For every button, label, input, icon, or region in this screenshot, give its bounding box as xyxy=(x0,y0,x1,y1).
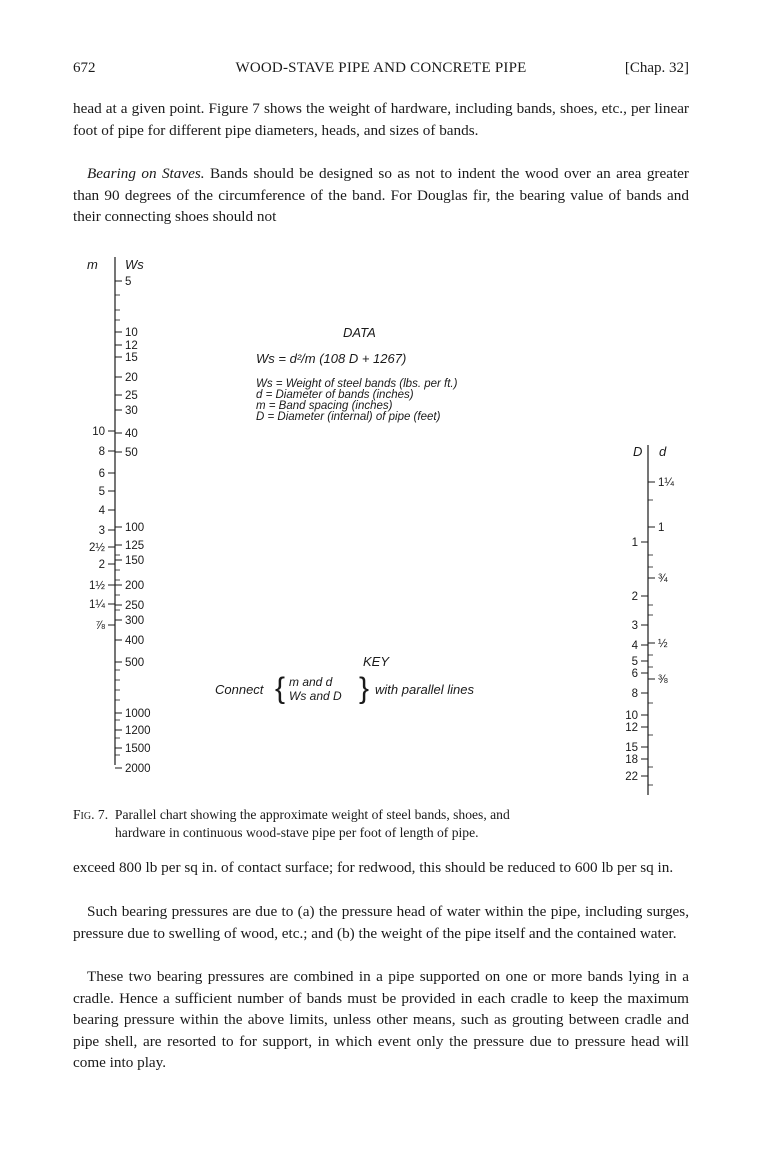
caption-label: Fig. 7. xyxy=(73,807,109,822)
tick-label-Ws-18: 1200 xyxy=(125,725,151,737)
paragraph-5: These two bearing pressures are combined in a pipe supported on one or more bands lying in a cradle. Hence a sufficient number of bands must be provided in each cradle to keep the maximum bearing pressure within the above limits, unless other means, such as grouting between cradle and pipe shell, are resorted to for support, in which event only the pressure due to pressure head will come into play. xyxy=(73,968,689,1071)
tick-label-Ws-4: 20 xyxy=(125,372,138,384)
tick-label-Ws-15: 400 xyxy=(125,635,145,647)
tick-label-D-8: 12 xyxy=(625,722,638,734)
legend-ws: Ws = Weight of steel bands (lbs. per ft.) xyxy=(256,378,458,390)
paragraph-2-heading: Bearing on Staves. xyxy=(87,165,205,182)
page-header xyxy=(73,60,689,82)
tick-label-D-10: 18 xyxy=(625,754,638,766)
legend-m: m = Band spacing (inches) xyxy=(256,400,393,412)
tick-label-m-6: 2½ xyxy=(89,542,105,554)
tick-label-Ws-12: 200 xyxy=(125,580,145,592)
paragraph-4: Such bearing pressures are due to (a) the pressure head of water within the pipe, including surges, pressure due to swelling of wood, etc.; and (b) the weight of the pipe itself and the contained water. xyxy=(73,903,689,942)
tick-label-Ws-5: 25 xyxy=(125,390,138,402)
tick-label-D-6: 8 xyxy=(631,688,638,700)
nomogram-chart xyxy=(73,255,693,810)
key-brace-right: } xyxy=(359,672,370,705)
running-title: WOOD-STAVE PIPE AND CONCRETE PIPE xyxy=(235,60,527,76)
tick-label-Ws-11: 150 xyxy=(125,555,145,567)
tick-label-m-8: 1½ xyxy=(89,580,105,592)
paragraph-1: head at a given point. Figure 7 shows the weight of hardware, including bands, shoes, etc., per linear foot of pipe for different pipe diameters, heads, and sizes of bands. xyxy=(73,100,689,139)
tick-label-m-0: 10 xyxy=(92,426,105,438)
key-title: KEY xyxy=(363,654,390,669)
legend-d: d = Diameter of bands (inches) xyxy=(256,389,414,401)
tick-label-D-2: 3 xyxy=(631,620,638,632)
paragraph-3: exceed 800 lb per sq in. of contact surface; for redwood, this should be reduced to 600 lb per sq in. xyxy=(73,859,674,876)
key-pair-1: m and d xyxy=(289,675,333,689)
tick-label-d-0: 1¼ xyxy=(658,477,674,489)
tick-label-D-7: 10 xyxy=(625,710,638,722)
tick-label-m-10: ⅞ xyxy=(95,620,105,632)
axis-label-Ws: Ws xyxy=(125,257,144,272)
key-pair-2: Ws and D xyxy=(289,689,342,703)
figure-caption xyxy=(73,806,689,842)
tick-label-Ws-17: 1000 xyxy=(125,708,151,720)
tick-label-m-1: 8 xyxy=(98,446,105,458)
tick-label-Ws-9: 100 xyxy=(125,522,145,534)
caption-text-1: Parallel chart showing the approximate weight of steel bands, shoes, and xyxy=(114,807,510,822)
tick-label-m-2: 6 xyxy=(98,468,105,480)
chapter-label: [Chap. 32] xyxy=(624,60,689,76)
tick-label-Ws-2: 12 xyxy=(125,340,138,352)
tick-label-d-3: ½ xyxy=(658,638,668,650)
tick-label-D-0: 1 xyxy=(631,537,638,549)
page-number: 672 xyxy=(73,60,96,76)
tick-label-D-3: 4 xyxy=(631,640,638,652)
tick-label-D-11: 22 xyxy=(625,771,638,783)
paragraph-2 xyxy=(73,163,689,228)
formula: Ws = d²/m (108 D + 1267) xyxy=(256,351,407,366)
axis-label-d: d xyxy=(659,444,667,459)
tick-label-Ws-6: 30 xyxy=(125,405,138,417)
key-brace-left: { xyxy=(275,672,286,705)
tick-label-Ws-10: 125 xyxy=(125,540,145,552)
key-rest: with parallel lines xyxy=(375,682,474,697)
tick-label-Ws-3: 15 xyxy=(125,352,138,364)
legend-D: D = Diameter (internal) of pipe (feet) xyxy=(256,411,441,423)
tick-label-D-9: 15 xyxy=(625,742,638,754)
nomogram-figure xyxy=(73,255,693,810)
tick-label-m-4: 4 xyxy=(98,505,105,517)
tick-label-m-9: 1¼ xyxy=(89,599,105,611)
tick-label-D-4: 5 xyxy=(631,656,638,668)
tick-label-D-5: 6 xyxy=(631,668,638,680)
caption-line-2: hardware in continuous wood-stave pipe per foot of length of pipe. xyxy=(115,825,479,840)
tick-label-m-3: 5 xyxy=(98,486,105,498)
paragraph-2-text: Bands should be designed so as not to indent the wood over an area greater than 90 degrees of the circumference of the band. For Douglas fir, the bearing value of bands and their connecting shoes should not xyxy=(73,165,689,225)
tick-label-Ws-7: 40 xyxy=(125,428,138,440)
data-title: DATA xyxy=(343,325,376,340)
tick-label-Ws-14: 300 xyxy=(125,615,145,627)
tick-label-d-1: 1 xyxy=(658,522,665,534)
tick-label-m-7: 2 xyxy=(98,559,105,571)
caption-line-1 xyxy=(73,806,689,824)
tick-label-Ws-20: 2000 xyxy=(125,763,151,775)
tick-label-D-1: 2 xyxy=(631,591,638,603)
key-connect: Connect xyxy=(215,682,264,697)
tick-label-d-4: ⅜ xyxy=(658,674,668,686)
tick-label-Ws-19: 1500 xyxy=(125,743,151,755)
tick-label-Ws-0: 5 xyxy=(125,276,132,288)
tick-label-Ws-8: 50 xyxy=(125,447,138,459)
axis-label-D: D xyxy=(633,444,643,459)
tick-label-m-5: 3 xyxy=(98,525,105,537)
axis-label-m: m xyxy=(87,257,98,272)
tick-label-d-2: ¾ xyxy=(658,573,668,585)
tick-label-Ws-1: 10 xyxy=(125,327,138,339)
tick-label-Ws-16: 500 xyxy=(125,657,145,669)
tick-label-Ws-13: 250 xyxy=(125,600,145,612)
